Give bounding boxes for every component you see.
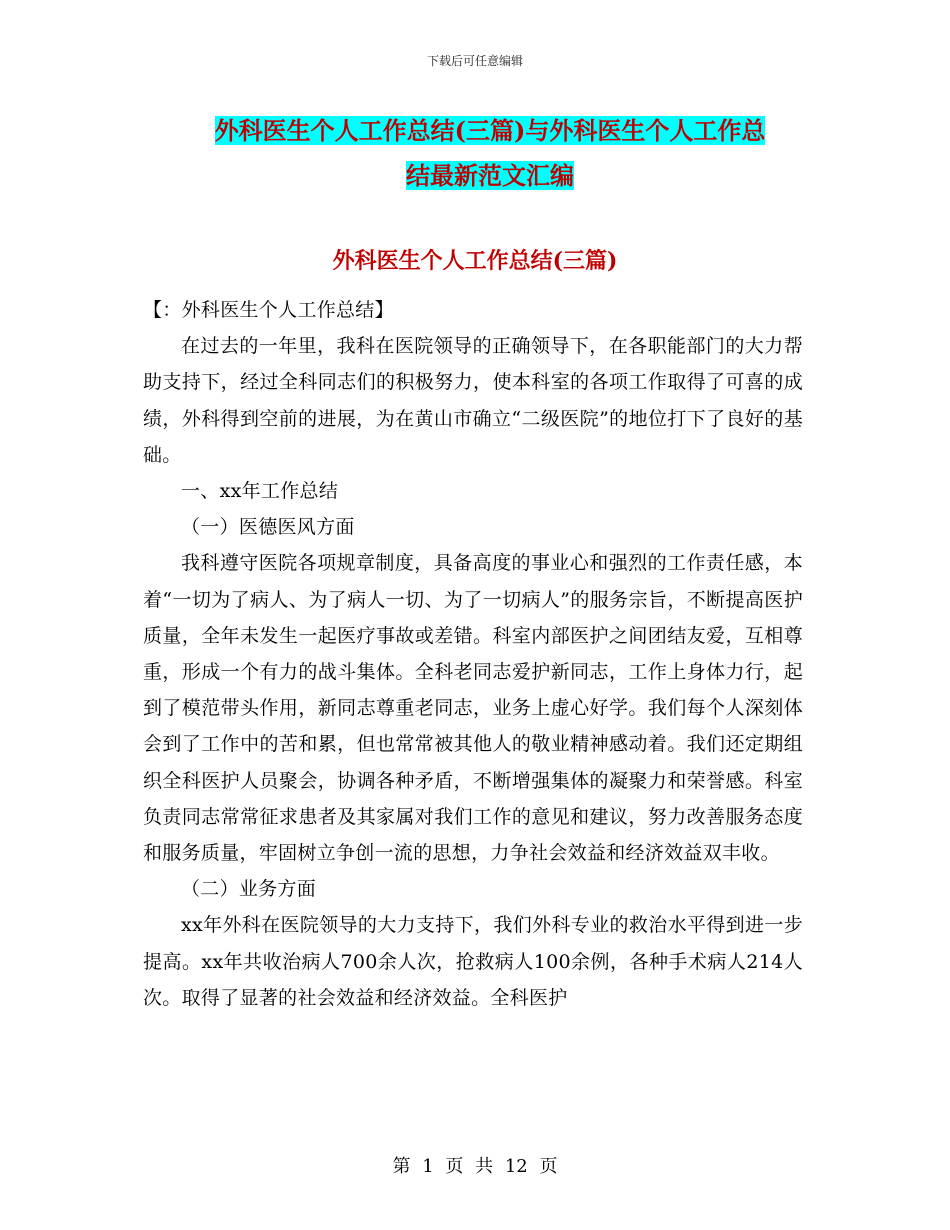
page-number-footer: 第 1 页 共 12 页 xyxy=(392,1156,558,1177)
document-title xyxy=(150,108,830,198)
heading-subsection-2: （二）业务方面 xyxy=(181,878,317,901)
paragraph-business: xx年外科在医院领导的大力支持下，我们外科专业的救治水平得到进一步提高。xx年共收治病人700余人次，抢救病人100余例，各种手术病人214人次。取得了显著的社会效益和经济效益。全科医护 xyxy=(143,914,803,1009)
document-body xyxy=(143,292,803,1016)
section-title: 外科医生个人工作总结(三篇) xyxy=(332,248,618,274)
paragraph-ethics: 我科遵守医院各项规章制度，具备高度的事业心和强烈的工作责任感，本着“一切为了病人、为了病人一切、为了一切病人”的服务宗旨，不断提高医护质量，全年未发生一起医疗事故或差错。科室内部医护之间团结友爱，互相尊重，形成一个有力的战斗集体。全科老同志爱护新同志，工作上身体力行，起到了模范带头作用，新同志尊重老同志，业务上虚心好学。我们每个人深刻体会到了工作中的苦和累，但也常常被其他人的敬业精神感动着。我们还定期组织全科医护人员聚会，协调各种矛盾，不断增强集体的凝聚力和荣誉感。科室负责同志常常征求患者及其家属对我们工作的意见和建议，努力改善服务态度和服务质量，牢固树立争创一流的思想，力争社会效益和经济效益双丰收。 xyxy=(143,552,803,865)
header-note: 下载后可任意编辑 xyxy=(426,54,523,68)
heading-subsection-1: （一）医德医风方面 xyxy=(181,516,355,539)
paragraph-source-label: 【：外科医生个人工作总结】 xyxy=(143,299,394,321)
heading-section-1: 一、xx年工作总结 xyxy=(181,480,339,503)
document-title-line-2: 结最新范文汇编 xyxy=(406,161,574,190)
paragraph-intro: 在过去的一年里，我科在医院领导的正确领导下，在各职能部门的大力帮助支持下，经过全科同志们的积极努力，使本科室的各项工作取得了可喜的成绩，外科得到空前的进展，为在黄山市确立“二级医院”的地位打下了良好的基础。 xyxy=(143,335,803,466)
document-title-line-1: 外科医生个人工作总结(三篇)与外科医生个人工作总 xyxy=(214,116,766,145)
